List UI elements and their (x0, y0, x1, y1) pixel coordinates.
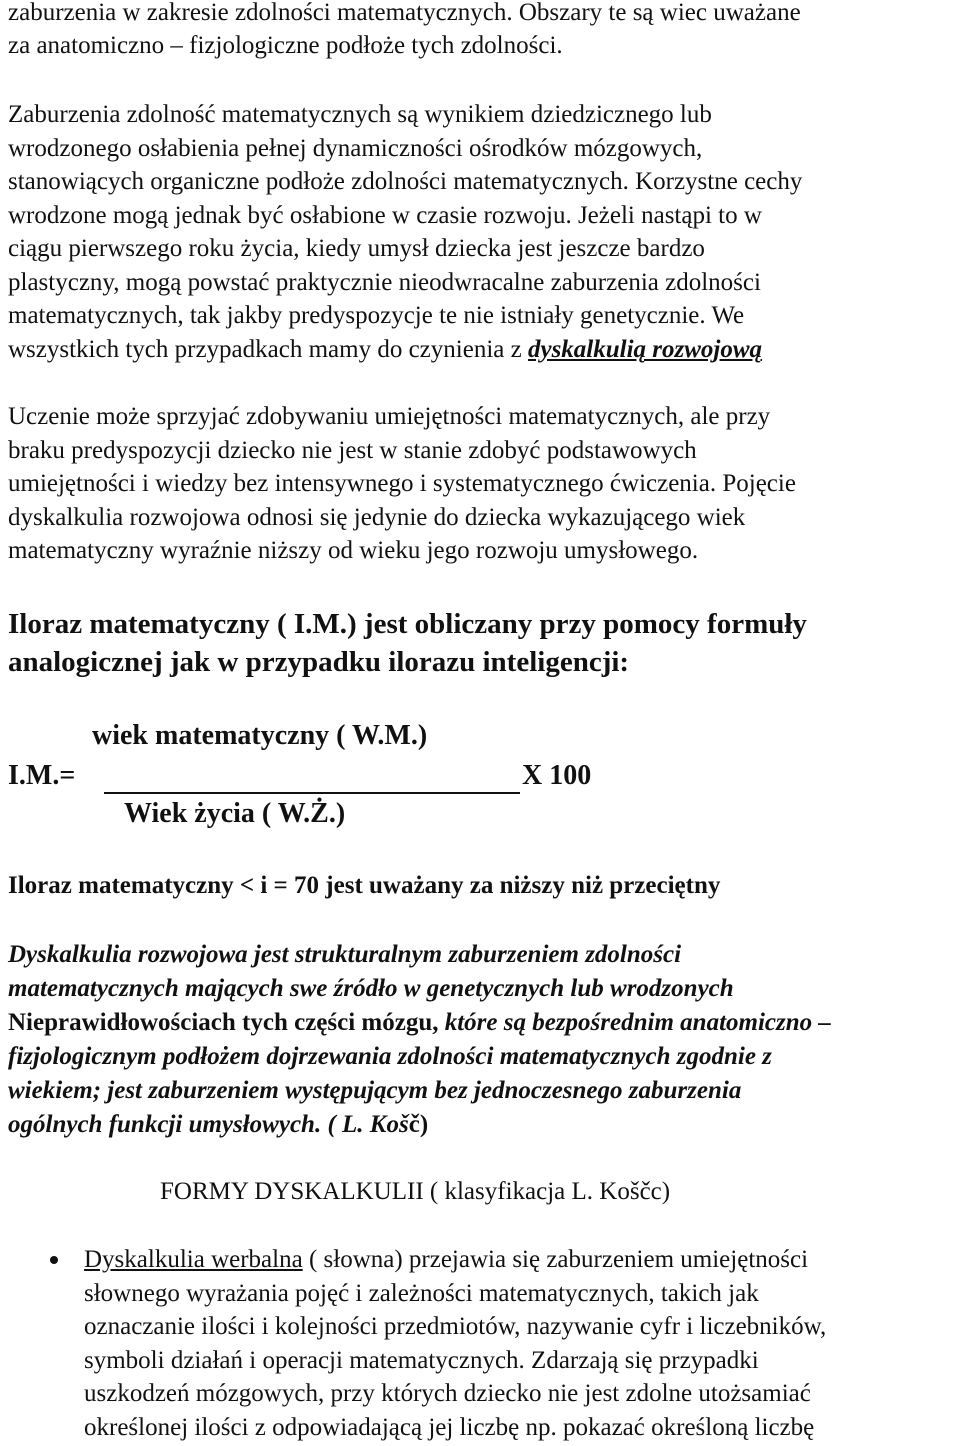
heading-line: Iloraz matematyczny ( I.M.) jest obliczany przy pomocy formuły (8, 608, 807, 640)
text-line: matematyczny wyraźnie niższy od wieku jego rozwoju umysłowego. (8, 537, 699, 564)
text-line: stanowiących organiczne podłoże zdolności matematycznych. Korzystne cechy (8, 168, 803, 195)
bullet-item-verbal (84, 1243, 826, 1444)
text-line (8, 333, 802, 367)
text-segment: wszystkich tych przypadkach mamy do czynienia z (8, 335, 528, 363)
text-line: za anatomiczno – fizjologiczne podłoże tych zdolności. (8, 32, 563, 59)
text-line: braku predyspozycji dziecko nie jest w stanie zdobyć podstawowych (8, 436, 697, 464)
text-line: wiekiem; jest zaburzeniem występującym bez jednoczesnego zaburzenia (8, 1077, 742, 1104)
formula-lhs: I.M.= (8, 760, 76, 791)
text-segment: które są bezpośrednim anatomiczno – (438, 1009, 831, 1036)
text-line: wrodzonego osłabienia pełnej dynamiczności ośrodków mózgowych, (8, 134, 703, 162)
text-segment: Nieprawidłowościach tych części mózgu, (8, 1009, 439, 1036)
text-line: plastyczny, mogą powstać praktycznie nieodwracalne zaburzenia zdolności (8, 268, 761, 296)
bullet-term: Dyskalkulia werbalna (84, 1246, 303, 1273)
text-line: Uczenie może sprzyjać zdobywaniu umiejętności matematycznych, ale przy (8, 403, 771, 430)
text-line: umiejętności i wiedzy bez intensywnego i systematycznego ćwiczenia. Pojęcie (8, 470, 796, 497)
bullet-icon (50, 1256, 58, 1264)
text-line: słownego wyrażania pojęć i zależności matematycznych, takich jak (84, 1279, 759, 1307)
text-line: Zaburzenia zdolność matematycznych są wynikiem dziedzicznego lub (8, 101, 712, 128)
text-line: zaburzenia w zakresie zdolności matematycznych. Obszary te są wiec uważane (8, 0, 801, 26)
heading-line: analogicznej jak w przypadku ilorazu inteligencji: (8, 646, 630, 678)
text-line: uszkodzeń mózgowych, przy których dziecko nie jest zdolne utożsamiać (84, 1380, 811, 1407)
text-line: oznaczanie ilości i kolejności przedmiotów, nazywanie cyfr i liczebników, (84, 1313, 827, 1340)
emphasized-term: dyskalkulią rozwojową (527, 335, 763, 363)
paragraph-intro (8, 0, 801, 62)
text-line (8, 1108, 831, 1142)
text-line: dyskalkulia rozwojowa odnosi się jedynie do dziecka wykazującego wiek (8, 503, 746, 531)
text-line: fizjologicznym podłożem dojrzewania zdolności matematycznych zgodnie z (8, 1043, 772, 1070)
text-line: matematycznych, tak jakby predyspozycje te nie istniały genetycznie. We (8, 302, 745, 329)
text-line: Dyskalkulia rozwojowa jest strukturalnym zaburzeniem zdolności (8, 941, 682, 968)
text-segment: ogólnych funkcji umysłowych. ( L. Koš (8, 1111, 409, 1138)
text-line: wrodzone mogą jednak być osłabione w czasie rozwoju. Jeżeli nastąpi to w (8, 201, 762, 229)
fraction-bar (104, 792, 520, 794)
paragraph-causes (8, 98, 802, 366)
paragraph-learning (8, 400, 796, 568)
text-segment: č) (408, 1111, 429, 1138)
definition-paragraph (8, 938, 831, 1142)
forms-title: FORMY DYSKALKULII ( klasyfikacja L. Koščc) (160, 1178, 671, 1205)
formula-multiplier: X 100 (522, 760, 592, 791)
formula-denominator: Wiek życia ( W.Ż.) (124, 798, 346, 829)
text-line: symboli działań i operacji matematycznych. Zdarzają się przypadki (84, 1346, 759, 1374)
text-line (8, 1006, 831, 1040)
text-segment: ( słowna) przejawia się zaburzeniem umiejętności (302, 1246, 809, 1273)
text-line: określonej ilości z odpowiadającą jej liczbę np. pokazać określoną liczbę (84, 1413, 815, 1441)
section-heading (8, 605, 807, 681)
text-line (84, 1243, 826, 1277)
formula-numerator: wiek matematyczny ( W.M.) (92, 720, 428, 751)
iq-threshold-statement: Iloraz matematyczny < i = 70 jest uważany za niższy niż przeciętny (8, 872, 721, 899)
text-line: matematycznych mających swe źródło w genetycznych lub wrodzonych (8, 975, 734, 1002)
text-line: ciągu pierwszego roku życia, kiedy umysł dziecka jest jeszcze bardzo (8, 235, 705, 262)
